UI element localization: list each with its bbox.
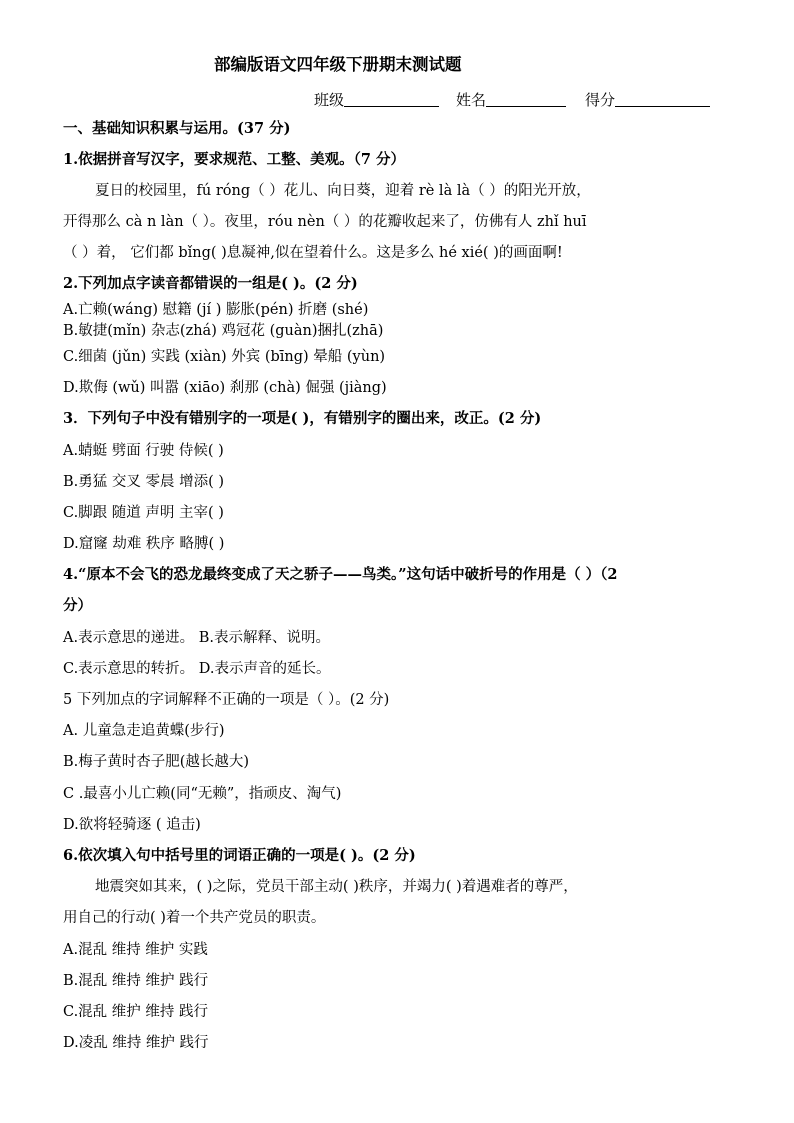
question-2-option: A.亡赖(wáng) 慰籍 (jí ) 膨胀(pén) 折磨 (shé) xyxy=(63,302,369,318)
class-field xyxy=(314,89,439,110)
question-6-line: 地震突如其来，( )之际，党员干部主动( )秩序，并竭力( )着遇难者的尊严， xyxy=(95,879,578,895)
question-1-line: 夏日的校园里，fú róng（ ）花儿、向日葵，迎着 rè là là（ ）的阳光开放， xyxy=(95,183,591,199)
score-field xyxy=(585,89,710,110)
question-6-option: C.混乱 维护 维持 践行 xyxy=(63,1004,209,1020)
question-6-line: 用自己的行动( )着一个共产党员的职责。 xyxy=(63,910,326,926)
question-2-option: D.欺侮 (wǔ) 叫嚣 (xiāo) 刹那 (chà) 倔强 (jiàng) xyxy=(63,380,387,396)
question-5-option: A. 儿童急走追黄蝶(步行) xyxy=(63,723,225,739)
score-blank xyxy=(615,90,710,107)
question-3-option: C.脚跟 随道 声明 主宰( ) xyxy=(63,505,224,521)
question-3-option: D.窟窿 劫难 秩序 略膊( ) xyxy=(63,536,225,552)
question-1-line: （ ）着， 它们都 bǐng( )息凝神,似在望着什么。这是多么 hé xié( )的画面啊! xyxy=(63,245,563,261)
name-field xyxy=(456,89,566,110)
question-6-option: B.混乱 维持 维护 践行 xyxy=(63,973,209,989)
section-heading: 一、基础知识积累与运用。(37 分) xyxy=(63,120,291,137)
question-3-stem: 3．下列句子中没有错别字的一项是( )，有错别字的圈出来，改正。(2 分) xyxy=(63,410,542,427)
question-3-option: B.勇猛 交叉 零晨 增添( ) xyxy=(63,474,225,490)
question-2-option: B.敏捷(mǐn) 杂志(zhá) 鸡冠花 (guàn)捆扎(zhā) xyxy=(63,323,384,339)
question-5-option: D.欲将轻骑逐 ( 追击) xyxy=(63,817,201,833)
score-label: 得分 xyxy=(585,91,616,109)
question-4-stem: 4.“原本不会飞的恐龙最终变成了天之骄子——鸟类。”这句话中破折号的作用是（ ）（2 xyxy=(63,566,618,583)
page-title: 部编版语文四年级下册期末测试题 xyxy=(214,55,462,74)
question-6-option: D.凌乱 维持 维护 践行 xyxy=(63,1035,209,1051)
question-6-option: A.混乱 维持 维护 实践 xyxy=(63,942,208,958)
question-4-option: A.表示意思的递进。 B.表示解释、说明。 xyxy=(63,630,330,646)
question-5-option: C .最喜小儿亡赖(同“无赖”，指顽皮、淘气) xyxy=(63,786,342,802)
name-label: 姓名 xyxy=(456,91,487,109)
name-blank xyxy=(486,90,566,107)
question-4-stem-cont: 分） xyxy=(63,597,92,614)
question-2-stem: 2.下列加点字读音都错误的一组是( )。(2 分) xyxy=(63,275,358,292)
question-2-option: C.细菌 (jǔn) 实践 (xiàn) 外宾 (bīng) 晕船 (yùn) xyxy=(63,349,386,365)
question-6-stem: 6.依次填入句中括号里的词语正确的一项是( )。(2 分) xyxy=(63,847,416,864)
question-5-stem: 5 下列加点的字词解释不正确的一项是（ ）。(2 分) xyxy=(63,692,390,708)
class-label: 班级 xyxy=(314,91,345,109)
question-3-option: A.蜻蜓 劈面 行驶 侍候( ) xyxy=(63,443,224,459)
question-5-option: B.梅子黄时杏子肥(越长越大) xyxy=(63,754,250,770)
question-1-stem: 1.依据拼音写汉字，要求规范、工整、美观。（7 分） xyxy=(63,151,406,168)
question-4-option: C.表示意思的转折。 D.表示声音的延长。 xyxy=(63,661,331,677)
class-blank xyxy=(344,90,439,107)
question-1-line: 开得那么 cà n làn（ ）。夜里，róu nèn（ ）的花瓣收起来了，仿佛有人 zhǐ huī xyxy=(63,214,587,230)
